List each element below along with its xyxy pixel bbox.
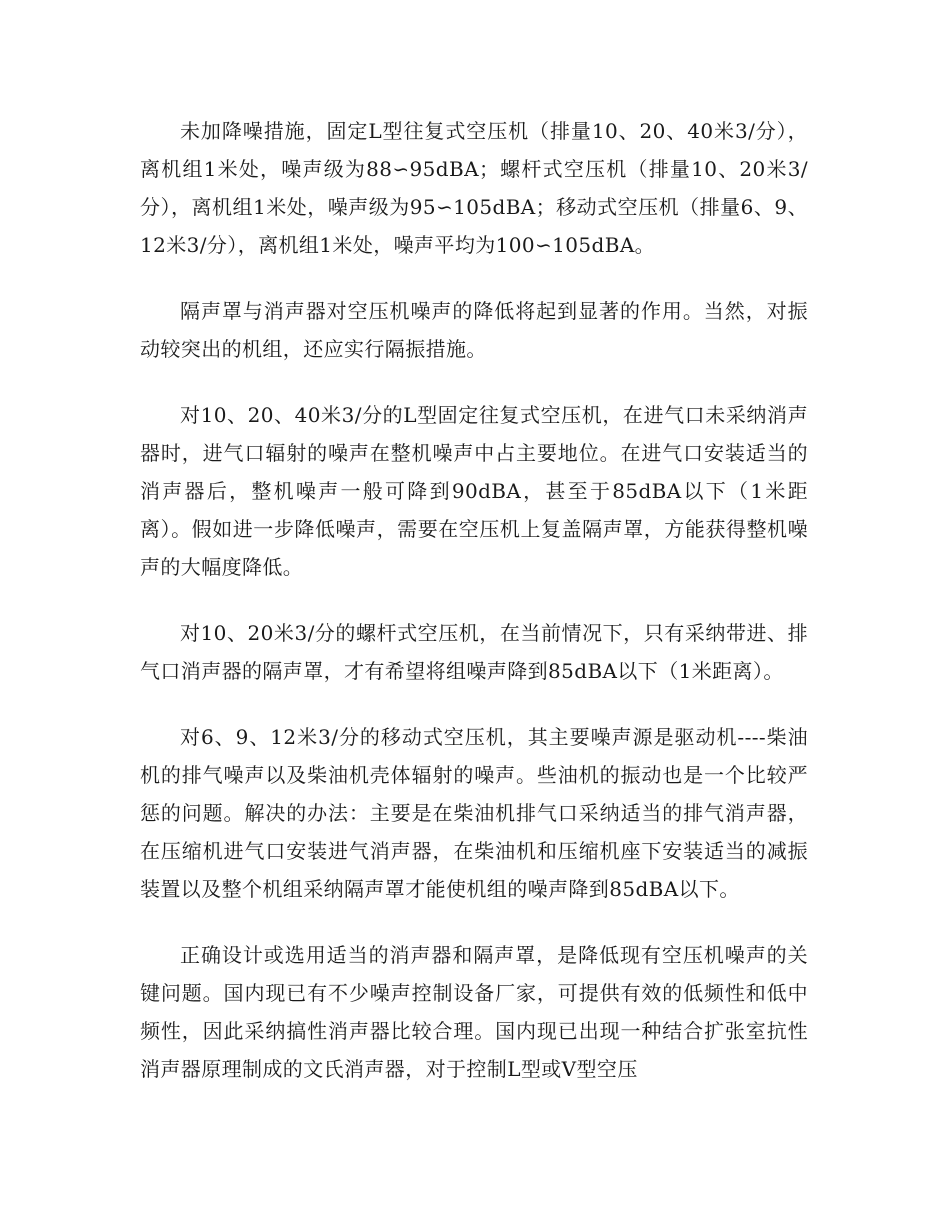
paragraph-3: 对10、20、40米3/分的L型固定往复式空压机，在进气口未采纳消声器时，进气口辐射的噪声在整机噪声中占主要地位。在进气口安装适当的消声器后，整机噪声一般可降到90dBA，甚至于85dBA以下（1米距离）。假如进一步降低噪声，需要在空压机上复盖隔声罩，方能获得整机噪声的大幅度降低。 xyxy=(140,403,808,579)
document-body xyxy=(140,112,808,1116)
paragraph-6: 正确设计或选用适当的消声器和隔声罩，是降低现有空压机噪声的关键问题。国内现已有不少噪声控制设备厂家，可提供有效的低频性和低中频性，因此采纳搞性消声器比较合理。国内现已出现一种结合扩张室抗性消声器原理制成的文氏消声器，对于控制L型或V型空压 xyxy=(140,943,808,1081)
paragraph-4: 对10、20米3/分的螺杆式空压机，在当前情况下，只有采纳带进、排气口消声器的隔声罩，才有希望将组噪声降到85dBA以下（1米距离）。 xyxy=(140,621,808,683)
paragraph-2: 隔声罩与消声器对空压机噪声的降低将起到显著的作用。当然，对振动较突出的机组，还应实行隔振措施。 xyxy=(140,299,808,361)
paragraph-5: 对6、9、12米3/分的移动式空压机，其主要噪声源是驱动机----柴油机的排气噪声以及柴油机壳体辐射的噪声。些油机的振动也是一个比较严惩的问题。解决的办法：主要是在柴油机排气口采纳适当的排气消声器，在压缩机进气口安装进气消声器，在柴油机和压缩机座下安装适当的减振装置以及整个机组采纳隔声罩才能使机组的噪声降到85dBA以下。 xyxy=(140,725,808,901)
paragraph-1: 未加降噪措施，固定L型往复式空压机（排量10、20、40米3/分），离机组1米处，噪声级为88∽95dBA；螺杆式空压机（排量10、20米3/分），离机组1米处，噪声级为95∽105dBA；移动式空压机（排量6、9、12米3/分），离机组1米处，噪声平均为100∽105dBA。 xyxy=(140,119,808,257)
